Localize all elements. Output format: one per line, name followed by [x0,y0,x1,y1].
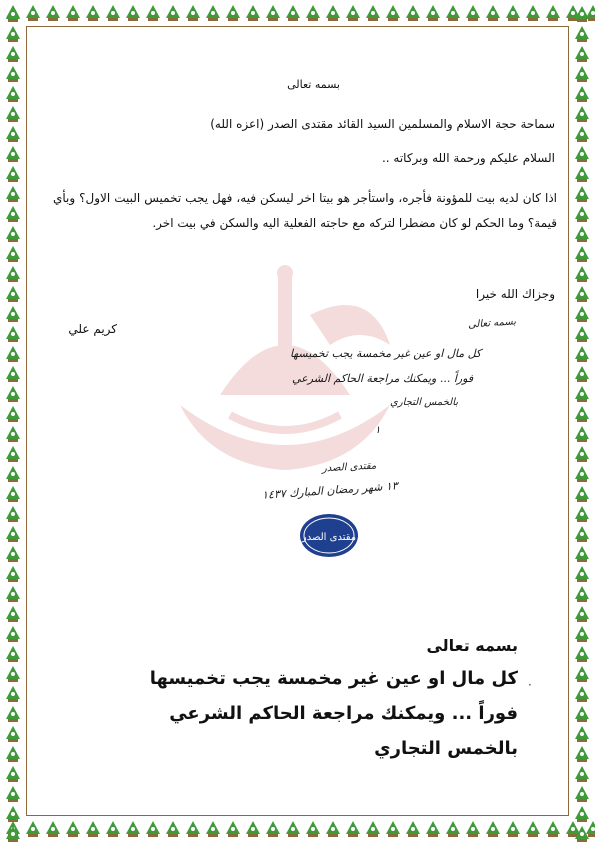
border-motif [575,86,589,102]
border-motif [126,821,140,837]
border-motif [6,266,20,282]
decorative-border-left [0,0,26,842]
border-motif [66,821,80,837]
border-motif [6,426,20,442]
border-motif [575,586,589,602]
border-motif [346,821,360,837]
border-motif [286,821,300,837]
border-motif [146,821,160,837]
border-motif [575,46,589,62]
border-motif [575,386,589,402]
border-motif [575,326,589,342]
border-motif [6,666,20,682]
border-motif [6,586,20,602]
border-motif [266,821,280,837]
border-motif [575,126,589,142]
border-motif [426,821,440,837]
border-motif [6,546,20,562]
border-motif [575,786,589,802]
border-motif [486,821,500,837]
border-motif [466,821,480,837]
border-motif [575,626,589,642]
border-motif [146,5,160,21]
border-motif [575,706,589,722]
letter-addressee: سماحة حجة الاسلام والمسلمين السيد القائد مقتدى الصدر (اعزه الله) [210,117,555,131]
border-motif [6,226,20,242]
border-motif [6,166,20,182]
border-motif [46,821,60,837]
border-motif [246,5,260,21]
border-motif [575,606,589,622]
border-motif [546,821,560,837]
letter-sender-name: كريم علي [68,322,117,336]
border-motif [575,746,589,762]
border-motif [6,146,20,162]
border-motif [6,306,20,322]
decorative-border-bottom [0,816,595,842]
border-motif [106,821,120,837]
letter-thanks: وجزاك الله خيرا [475,287,555,301]
letter-greeting: السلام عليكم ورحمة الله وبركاته .. [381,151,555,165]
watermark-logo [160,255,410,485]
official-seal [299,513,359,558]
border-motif [575,566,589,582]
border-motif [6,466,20,482]
border-motif [106,5,120,21]
border-motif [575,806,589,822]
border-motif [575,406,589,422]
border-motif [386,821,400,837]
border-motif [206,821,220,837]
letter-question: اذا كان لديه بيت للمؤونة فأجره، واستأجر هو بيتا اخر ليسكن فيه، فهل يجب تخميس البيت الاول؟ وبأي قيمة؟ وما الحكم لو كان مضطرا لتركه مع حاجته الفعلية اليه والسكن في بيت اخر. [53,191,557,230]
border-motif [506,5,520,21]
border-motif [366,821,380,837]
border-motif [6,246,20,262]
border-motif [266,5,280,21]
border-motif [246,821,260,837]
letter-header: بسمه تعالى [287,78,340,91]
border-motif [6,606,20,622]
border-motif [126,5,140,21]
border-motif [6,406,20,422]
border-motif [466,5,480,21]
answer-line: فوراً ... ويمكنك مراجعة الحاكم الشرعي [169,703,518,724]
border-motif [6,6,20,22]
border-motif [575,686,589,702]
border-motif [6,766,20,782]
border-motif [6,86,20,102]
decorative-border-top [0,0,595,26]
border-motif [575,646,589,662]
border-motif [575,6,589,22]
border-motif [526,5,540,21]
border-motif [6,726,20,742]
border-motif [575,826,589,842]
border-motif [6,46,20,62]
border-motif [6,526,20,542]
border-motif [6,346,20,362]
border-motif [406,821,420,837]
border-motif [6,186,20,202]
handwritten-header: بسمه تعالى [467,316,517,331]
border-motif [575,766,589,782]
border-motif [575,66,589,82]
border-motif [486,5,500,21]
border-motif [6,206,20,222]
border-motif [575,246,589,262]
border-motif [575,226,589,242]
border-motif [86,821,100,837]
border-motif [426,5,440,21]
border-motif [326,5,340,21]
border-motif [446,821,460,837]
border-motif [6,106,20,122]
border-motif [6,66,20,82]
handwritten-mark: ١ [375,425,381,436]
border-motif [575,186,589,202]
border-motif [6,626,20,642]
border-motif [326,821,340,837]
seal-text: مقتدى الصدر [301,532,357,543]
border-motif [6,746,20,762]
border-motif [446,5,460,21]
border-motif [506,821,520,837]
border-motif [6,806,20,822]
border-motif [6,686,20,702]
border-motif [575,286,589,302]
border-motif [575,306,589,322]
border-motif [526,821,540,837]
border-motif [206,5,220,21]
border-motif [6,286,20,302]
border-motif [575,726,589,742]
border-motif [6,326,20,342]
border-motif [46,5,60,21]
handwritten-line: بالخمس التجاري [390,397,459,408]
border-motif [226,5,240,21]
border-motif [575,446,589,462]
border-motif [166,5,180,21]
border-motif [6,386,20,402]
border-motif [286,5,300,21]
border-motif [306,821,320,837]
border-motif [575,546,589,562]
border-motif [346,5,360,21]
border-motif [575,346,589,362]
border-motif [6,646,20,662]
border-motif [386,5,400,21]
border-motif [575,146,589,162]
border-motif [186,821,200,837]
border-motif [26,5,40,21]
border-motif [366,5,380,21]
border-motif [575,466,589,482]
handwritten-line: فوراً ... ويمكنك مراجعة الحاكم الشرعي [292,372,474,385]
answer-title: بسمه تعالى [426,636,518,655]
border-motif [66,5,80,21]
handwritten-date: ١٣ شهر رمضان المبارك ١٤٣٧ [261,479,399,502]
border-motif [575,26,589,42]
border-motif [575,366,589,382]
border-motif [306,5,320,21]
border-motif [575,666,589,682]
border-motif [575,266,589,282]
border-motif [166,821,180,837]
border-motif [6,26,20,42]
border-motif [6,506,20,522]
handwritten-line: كل مال او عين غير مخمسة يجب تخميسها [290,347,482,360]
decorative-border-right [569,0,595,842]
bullet-mark: · [528,678,532,692]
border-motif [575,526,589,542]
border-motif [575,486,589,502]
border-motif [575,426,589,442]
border-motif [186,5,200,21]
border-motif [575,206,589,222]
border-motif [226,821,240,837]
border-motif [6,826,20,842]
border-motif [6,786,20,802]
border-motif [6,566,20,582]
answer-line: كل مال او عين غير مخمسة يجب تخميسها [149,668,518,689]
handwritten-signature: مقتدى الصدر [321,460,377,475]
border-motif [6,446,20,462]
border-motif [26,821,40,837]
border-motif [6,706,20,722]
border-motif [575,166,589,182]
border-motif [6,126,20,142]
border-motif [575,106,589,122]
border-motif [6,486,20,502]
border-motif [86,5,100,21]
border-motif [6,366,20,382]
answer-line: بالخمس التجاري [374,738,518,759]
border-motif [406,5,420,21]
border-motif [575,506,589,522]
border-motif [546,5,560,21]
